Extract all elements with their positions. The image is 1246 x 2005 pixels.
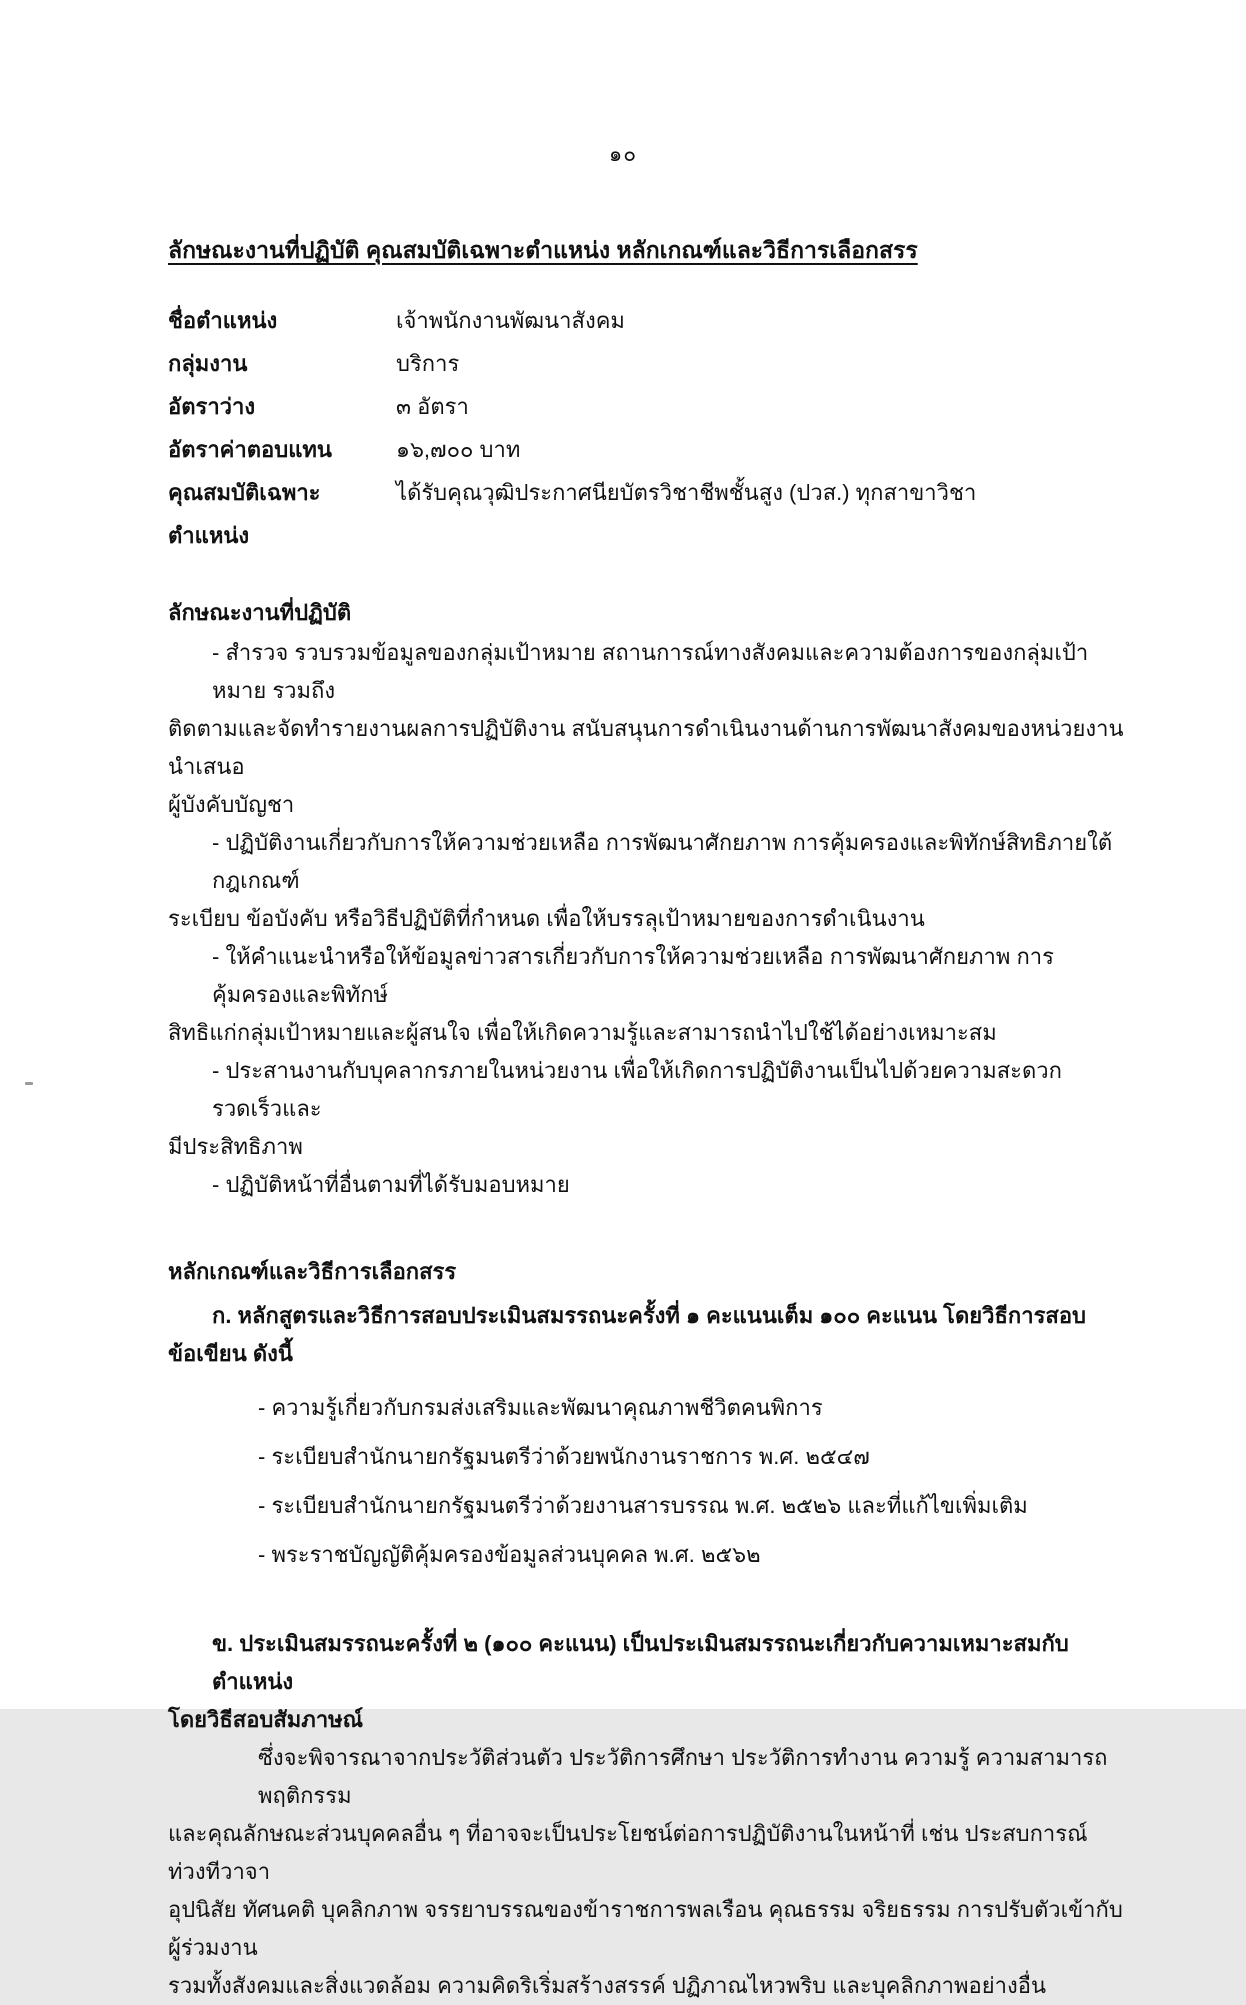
spec-value-qualification: ได้รับคุณวุฒิประกาศนียบัตรวิชาชีพชั้นสูง (ปวส.) ทุกสาขาวิชา (396, 480, 977, 505)
paragraph-line: ติดตามและจัดทำรายงานผลการปฏิบัติงาน สนับสนุนการดำเนินงานด้านการพัฒนาสังคมของหน่วยงานนำเสนอ (168, 716, 1124, 779)
paragraph-line: - ประสานงานกับบุคลากรภายในหน่วยงาน เพื่อให้เกิดการปฏิบัติงานเป็นไปด้วยความสะดวก รวดเร็วและ (212, 1058, 1062, 1121)
paragraph-line: ระเบียบ ข้อบังคับ หรือวิธีปฏิบัติที่กำหนด เพื่อให้บรรลุเป้าหมายของการดำเนินงาน (168, 906, 925, 931)
page-number: ๑๐ (608, 143, 638, 166)
job-paragraph (168, 824, 1126, 938)
job-paragraph (168, 1166, 1126, 1204)
paragraph-line: ซึ่งจะพิจารณาจากประวัติส่วนตัว ประวัติการศึกษา ประวัติการทำงาน ความรู้ ความสามารถ พฤติกรรม (258, 1745, 1108, 1808)
paragraph-line: - ปฏิบัติหน้าที่อื่นตามที่ได้รับมอบหมาย (212, 1172, 570, 1197)
exam-subject-list (168, 1383, 1126, 1579)
spec-label-vacancies: อัตราว่าง (168, 394, 256, 419)
exam-subject-item: - พระราชบัญญัติคุ้มครองข้อมูลส่วนบุคคล พ.ศ. ๒๕๖๒ (258, 1542, 761, 1567)
paragraph-line: รวมทั้งสังคมและสิ่งแวดล้อม ความคิดริเริ่มสร้างสรรค์ ปฏิภาณไหวพริบ และบุคลิกภาพอย่างอื่น (168, 1973, 1046, 1998)
table-row (168, 385, 1126, 428)
paragraph-line: สิทธิแก่กลุ่มเป้าหมายและผู้สนใจ เพื่อให้เกิดความรู้และสามารถนำไปใช้ได้อย่างเหมาะสม (168, 1020, 997, 1045)
exam-part-b-line: ข. ประเมินสมรรถนะครั้งที่ ๒ (๑๐๐ คะแนน) เป็นประเมินสมรรถนะเกี่ยวกับความเหมาะสมกับตำแหน่ง (212, 1631, 1069, 1694)
table-row (168, 342, 1126, 385)
section-heading-job-description: ลักษณะงานที่ปฏิบัติ (168, 600, 352, 625)
spec-label-work-group: กลุ่มงาน (168, 351, 248, 376)
position-spec-table (168, 299, 1126, 557)
spec-label-position-name: ชื่อตำแหน่ง (168, 308, 278, 333)
spec-label-qualification: คุณสมบัติเฉพาะตำแหน่ง (168, 480, 321, 548)
exam-part-a-line: ก. หลักสูตรและวิธีการสอบประเมินสมรรถนะครั้งที่ ๑ คะแนนเต็ม ๑๐๐ คะแนน โดยวิธีการสอบ (212, 1303, 1087, 1328)
exam-part-b-line: โดยวิธีสอบสัมภาษณ์ (168, 1707, 364, 1732)
section-heading-selection-criteria: หลักเกณฑ์และวิธีการเลือกสรร (168, 1259, 457, 1284)
job-paragraph (168, 634, 1126, 824)
exam-subject-item: - ระเบียบสำนักนายกรัฐมนตรีว่าด้วยพนักงานราชการ พ.ศ. ๒๕๔๗ (258, 1444, 870, 1469)
document-content (0, 233, 1246, 2005)
interview-note-paragraph (168, 1739, 1126, 2005)
table-row (168, 428, 1126, 471)
table-row (168, 299, 1126, 342)
paragraph-line: และคุณลักษณะส่วนบุคคลอื่น ๆ ที่อาจจะเป็นประโยชน์ต่อการปฏิบัติงานในหน้าที่ เช่น ประสบการณ์ ท่วงทีวาจา (168, 1821, 1088, 1884)
job-paragraph (168, 1052, 1126, 1166)
spec-label-salary: อัตราค่าตอบแทน (168, 437, 332, 462)
document-title: ลักษณะงานที่ปฏิบัติ คุณสมบัติเฉพาะตำแหน่ง หลักเกณฑ์และวิธีการเลือกสรร (168, 237, 918, 263)
paragraph-line: ผู้บังคับบัญชา (168, 792, 295, 817)
paragraph-line: อุปนิสัย ทัศนคติ บุคลิกภาพ จรรยาบรรณของข้าราชการพลเรือน คุณธรรม จริยธรรม การปรับตัวเข้ากับผู้ร่วมงาน (168, 1897, 1123, 1960)
paragraph-line: มีประสิทธิภาพ (168, 1134, 303, 1159)
exam-subject-item: - ความรู้เกี่ยวกับกรมส่งเสริมและพัฒนาคุณภาพชีวิตคนพิการ (258, 1395, 823, 1420)
exam-part-a-line: ข้อเขียน ดังนี้ (168, 1341, 293, 1366)
spec-value-position-name: เจ้าพนักงานพัฒนาสังคม (396, 308, 625, 333)
paragraph-line: - สำรวจ รวบรวมข้อมูลของกลุ่มเป้าหมาย สถานการณ์ทางสังคมและความต้องการของกลุ่มเป้าหมาย รวมถึง (212, 640, 1089, 703)
exam-part-b (168, 1625, 1126, 1739)
spec-value-work-group: บริการ (396, 351, 460, 376)
paragraph-line: - ปฏิบัติงานเกี่ยวกับการให้ความช่วยเหลือ การพัฒนาศักยภาพ การคุ้มครองและพิทักษ์สิทธิภายใต้กฎเกณฑ์ (212, 830, 1113, 893)
exam-subject-item: - ระเบียบสำนักนายกรัฐมนตรีว่าด้วยงานสารบรรณ พ.ศ. ๒๕๒๖ และที่แก้ไขเพิ่มเติม (258, 1493, 1028, 1518)
table-row (168, 471, 1126, 557)
spec-value-salary: ๑๖,๗๐๐ บาท (396, 437, 521, 462)
spec-value-vacancies: ๓ อัตรา (396, 394, 469, 419)
job-paragraph (168, 938, 1126, 1052)
scan-artifact-mark (25, 1082, 33, 1085)
exam-part-a (168, 1297, 1126, 1579)
paragraph-line: - ให้คำแนะนำหรือให้ข้อมูลข่าวสารเกี่ยวกับการให้ความช่วยเหลือ การพัฒนาศักยภาพ การคุ้มครองและพิทักษ์ (212, 944, 1054, 1007)
